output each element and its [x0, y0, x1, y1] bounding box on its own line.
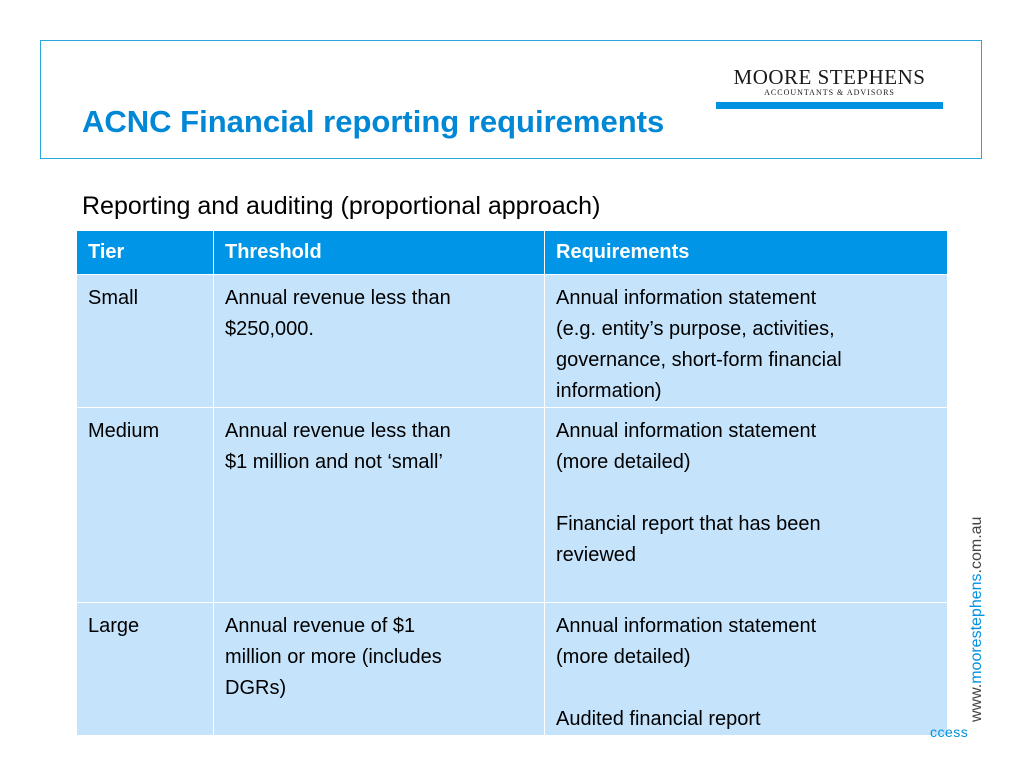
column-header-requirements: Requirements — [545, 231, 948, 275]
moore-stephens-logo — [716, 66, 943, 109]
requirements-cell — [545, 603, 948, 736]
website-url — [968, 517, 986, 722]
requirement-line: Annual information statement — [556, 420, 817, 442]
requirement-line: information) — [556, 380, 662, 402]
requirement-line: governance, short-form financial — [556, 349, 842, 371]
paragraph-gap — [556, 673, 936, 704]
threshold-line: DGRs) — [225, 677, 287, 699]
requirements-table — [76, 230, 948, 736]
requirements-cell — [545, 275, 948, 408]
url-suffix: .com.au — [968, 516, 985, 574]
tagline-fragment: ccess — [930, 724, 969, 740]
requirement-line: (more detailed) — [556, 646, 691, 668]
table-row-small — [77, 275, 948, 408]
tier-cell: Small — [77, 275, 214, 408]
tier-cell: Medium — [77, 408, 214, 603]
slide-subtitle: Reporting and auditing (proportional approach) — [82, 192, 601, 220]
requirement-line: Annual information statement — [556, 287, 817, 309]
url-prefix: www. — [968, 683, 985, 722]
threshold-cell — [214, 603, 545, 736]
requirement-line: Annual information statement — [556, 615, 817, 637]
threshold-line: Annual revenue less than — [225, 287, 451, 309]
requirement-line: Audited financial report — [556, 708, 761, 730]
threshold-cell — [214, 275, 545, 408]
table-row-medium — [77, 408, 948, 603]
paragraph-gap — [556, 478, 936, 509]
column-header-tier: Tier — [77, 231, 214, 275]
logo-main-text: MOORE STEPHENS — [733, 65, 926, 89]
url-brand: moorestephens — [968, 573, 985, 684]
requirement-line: (more detailed) — [556, 451, 691, 473]
threshold-line: million or more (includes — [225, 646, 442, 668]
requirement-line: Financial report that has been — [556, 513, 821, 535]
threshold-line: $1 million and not ‘small’ — [225, 451, 443, 473]
threshold-cell — [214, 408, 545, 603]
requirements-cell — [545, 408, 948, 603]
table-header-row — [77, 231, 948, 275]
requirement-line: (e.g. entity’s purpose, activities, — [556, 318, 835, 340]
table-row-large — [77, 603, 948, 736]
threshold-line: Annual revenue less than — [225, 420, 451, 442]
threshold-line: Annual revenue of $1 — [225, 615, 416, 637]
logo-bar — [716, 102, 943, 109]
threshold-line: $250,000. — [225, 318, 314, 340]
slide-title: ACNC Financial reporting requirements — [82, 104, 665, 139]
requirement-line: reviewed — [556, 544, 637, 566]
column-header-threshold: Threshold — [214, 231, 545, 275]
logo-sub-text: ACCOUNTANTS & ADVISORS — [764, 88, 895, 97]
tier-cell: Large — [77, 603, 214, 736]
